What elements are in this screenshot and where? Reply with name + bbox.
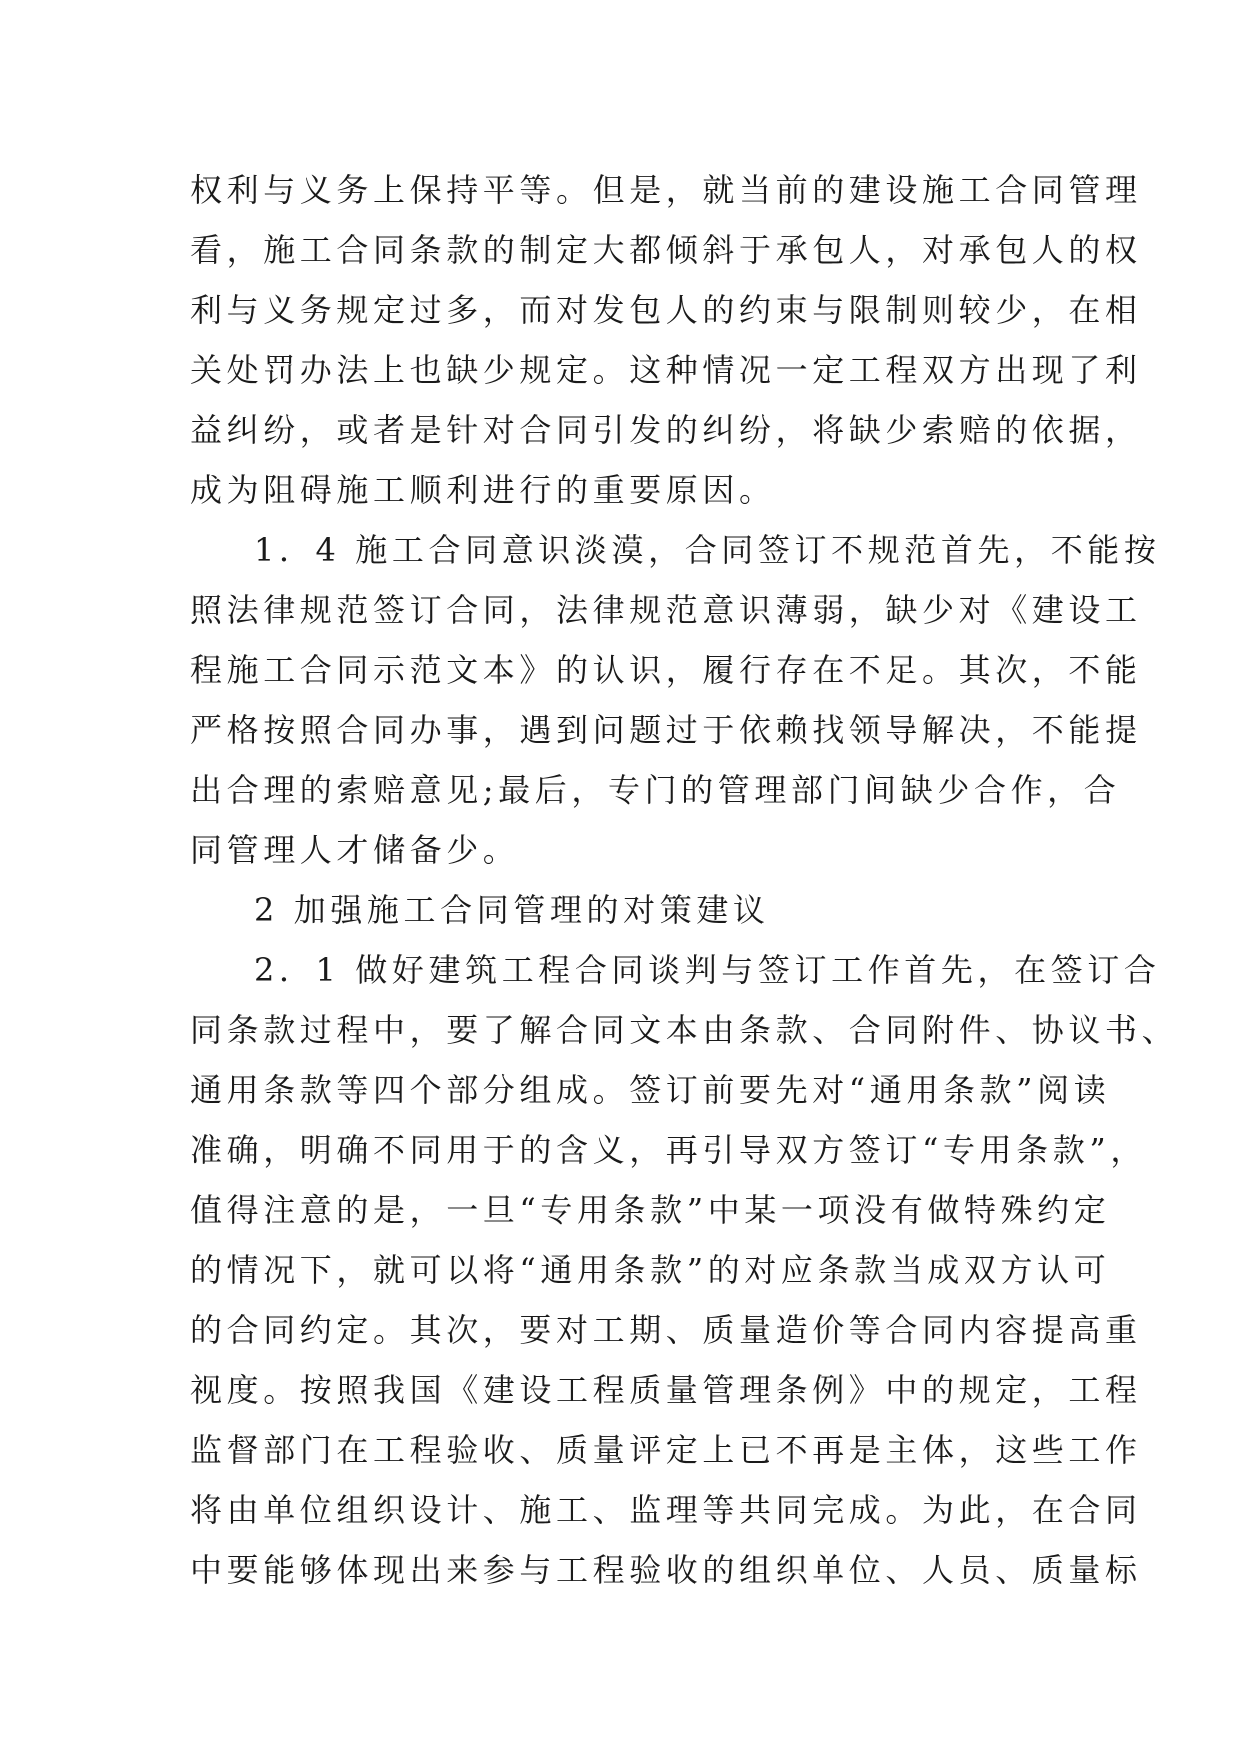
text-line: 权利与义务上保持平等。但是，就当前的建设施工合同管理: [190, 171, 1142, 209]
text-line: 准确，明确不同用于的含义，再引导双方签订“专用条款”，: [190, 1131, 1147, 1169]
text-line: 将由单位组织设计、施工、监理等共同完成。为此，在合同: [190, 1491, 1142, 1529]
text-line: 益纠纷，或者是针对合同引发的纠纷，将缺少索赔的依据，: [190, 411, 1142, 449]
text-line: 程施工合同示范文本》的认识，履行存在不足。其次，不能: [190, 651, 1142, 689]
text-line: 利与义务规定过多，而对发包人的约束与限制则较少，在相: [190, 291, 1142, 329]
text-line: 通用条款等四个部分组成。签订前要先对“通用条款”阅读: [190, 1071, 1111, 1109]
text-line: 出合理的索赔意见;最后，专门的管理部门间缺少合作，合: [190, 771, 1121, 809]
text-line: 2．1 做好建筑工程合同谈判与签订工作首先，在签订合: [254, 951, 1161, 989]
text-line: 照法律规范签订合同，法律规范意识薄弱，缺少对《建设工: [190, 591, 1142, 629]
text-line: 看，施工合同条款的制定大都倾斜于承包人，对承包人的权: [190, 231, 1142, 269]
text-line: 监督部门在工程验收、质量评定上已不再是主体，这些工作: [190, 1431, 1142, 1469]
text-line: 的合同约定。其次，要对工期、质量造价等合同内容提高重: [190, 1311, 1142, 1349]
text-line: 成为阻碍施工顺利进行的重要原因。: [190, 471, 776, 509]
text-line: 严格按照合同办事，遇到问题过于依赖找领导解决，不能提: [190, 711, 1142, 749]
text-line: 同条款过程中，要了解合同文本由条款、合同附件、协议书、: [190, 1011, 1179, 1049]
text-line: 1．4 施工合同意识淡漠，合同签订不规范首先，不能按: [254, 531, 1161, 569]
text-line: 中要能够体现出来参与工程验收的组织单位、人员、质量标: [190, 1551, 1142, 1589]
text-line: 同管理人才储备少。: [190, 831, 520, 869]
text-line: 的情况下，就可以将“通用条款”的对应条款当成双方认可: [190, 1251, 1111, 1289]
section-heading: 2 加强施工合同管理的对策建议: [254, 891, 770, 929]
text-line: 关处罚办法上也缺少规定。这种情况一定工程双方出现了利: [190, 351, 1142, 389]
text-line: 值得注意的是，一旦“专用条款”中某一项没有做特殊约定: [190, 1191, 1111, 1229]
body-text: [190, 160, 1179, 1600]
text-line: 视度。按照我国《建设工程质量管理条例》中的规定，工程: [190, 1371, 1142, 1409]
